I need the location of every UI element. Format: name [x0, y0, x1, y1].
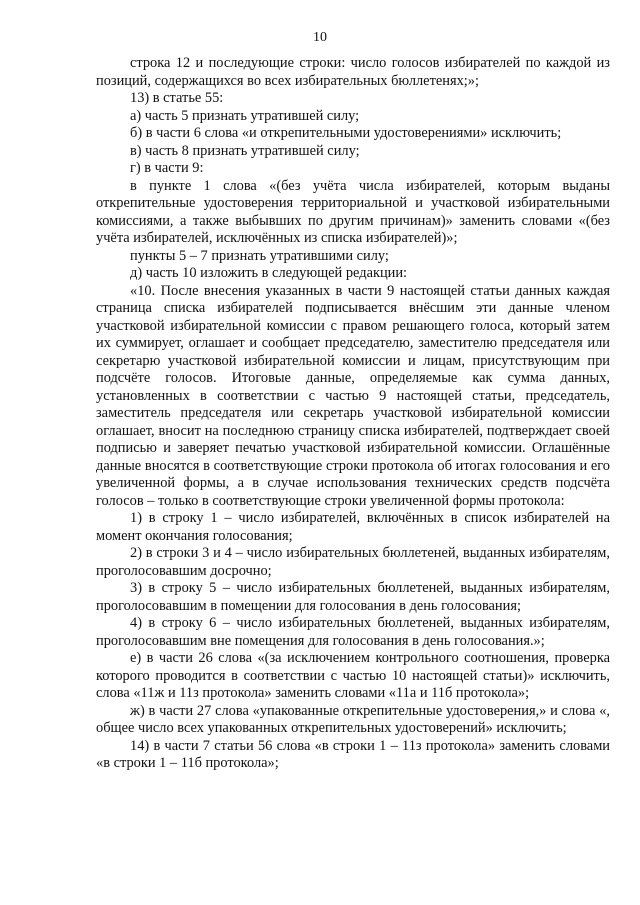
paragraph: «10. После внесения указанных в части 9 настоящей статьи данных каждая страница списка избирателей подписывается внёсшим эти данные членом участковой избирательной комиссии с правом решающего голоса, который затем их суммирует, оглашает и сообщает председателю, заместителю председателя или секретарю участковой избирательной комиссии и лицам, присутствующим при подсчёте голосов. Итоговые данные, определяемые как сумма данных, установленных в соответствии с частью 9 настоящей статьи, председатель, заместитель председателя или секретарь участковой избирательной комиссии оглашает, вносит на последнюю страницу списка избирателей, подтверждает своей подписью и заверяет печатью участковой избирательной комиссии. Оглашённые данные вносятся в соответствующие строки протокола об итогах голосования и его увеличенной формы, а в случае использования технических средств подсчёта голосов – только в соответствующие строки увеличенной формы протокола:	[96, 282, 610, 509]
paragraph: 1) в строку 1 – число избирателей, включённых в список избирателей на момент окончания голосования;	[96, 510, 610, 544]
paragraph: а) часть 5 признать утратившей силу;	[130, 107, 360, 124]
paragraph: 4) в строку 6 – число избирательных бюллетеней, выданных избирателям, проголосовавшим вне помещения для голосования в день голосования.»;	[96, 615, 610, 649]
paragraph: 2) в строки 3 и 4 – число избирательных бюллетеней, выданных избирателям, проголосовавшим досрочно;	[96, 545, 610, 579]
paragraph: пункты 5 – 7 признать утратившими силу;	[130, 247, 389, 264]
paragraph: ж) в части 27 слова «упакованные открепительные удостоверения,» и слова «, общее число всех упакованных открепительных удостоверений» исключить;	[96, 702, 610, 736]
paragraph: в) часть 8 признать утратившей силу;	[130, 142, 360, 159]
page-number: 10	[313, 30, 327, 45]
paragraph: в пункте 1 слова «(без учёта числа избирателей, которым выданы открепительные удостоверения территориальной и участковой избирательными комиссиями, а также выбывших по другим причинам)» заменить словами «(без учёта избирателей, исключённых из списка избирателей)»;	[96, 177, 610, 246]
paragraph: 13) в статье 55:	[130, 90, 224, 106]
paragraph: д) часть 10 изложить в следующей редакции:	[130, 265, 408, 281]
paragraph: б) в части 6 слова «и открепительными удостоверениями» исключить;	[130, 125, 562, 141]
document-body	[96, 55, 610, 773]
paragraph: строка 12 и последующие строки: число голосов избирателей по каждой из позиций, содержащихся во всех избирательных бюллетенях;»;	[96, 55, 610, 89]
paragraph: е) в части 26 слова «(за исключением контрольного соотношения, проверка которого проводится в соответствии с частью 10 настоящей статьи)» исключить, слова «11ж и 11з протокола» заменить словами «11а и 11б протокола»;	[96, 650, 610, 701]
paragraph: 3) в строку 5 – число избирательных бюллетеней, выданных избирателям, проголосовавшим в помещении для голосования в день голосования;	[96, 580, 610, 614]
paragraph: г) в части 9:	[130, 160, 204, 176]
paragraph: 14) в части 7 статьи 56 слова «в строки 1 – 11з протокола» заменить словами «в строки 1 – 11б протокола»;	[96, 737, 610, 771]
